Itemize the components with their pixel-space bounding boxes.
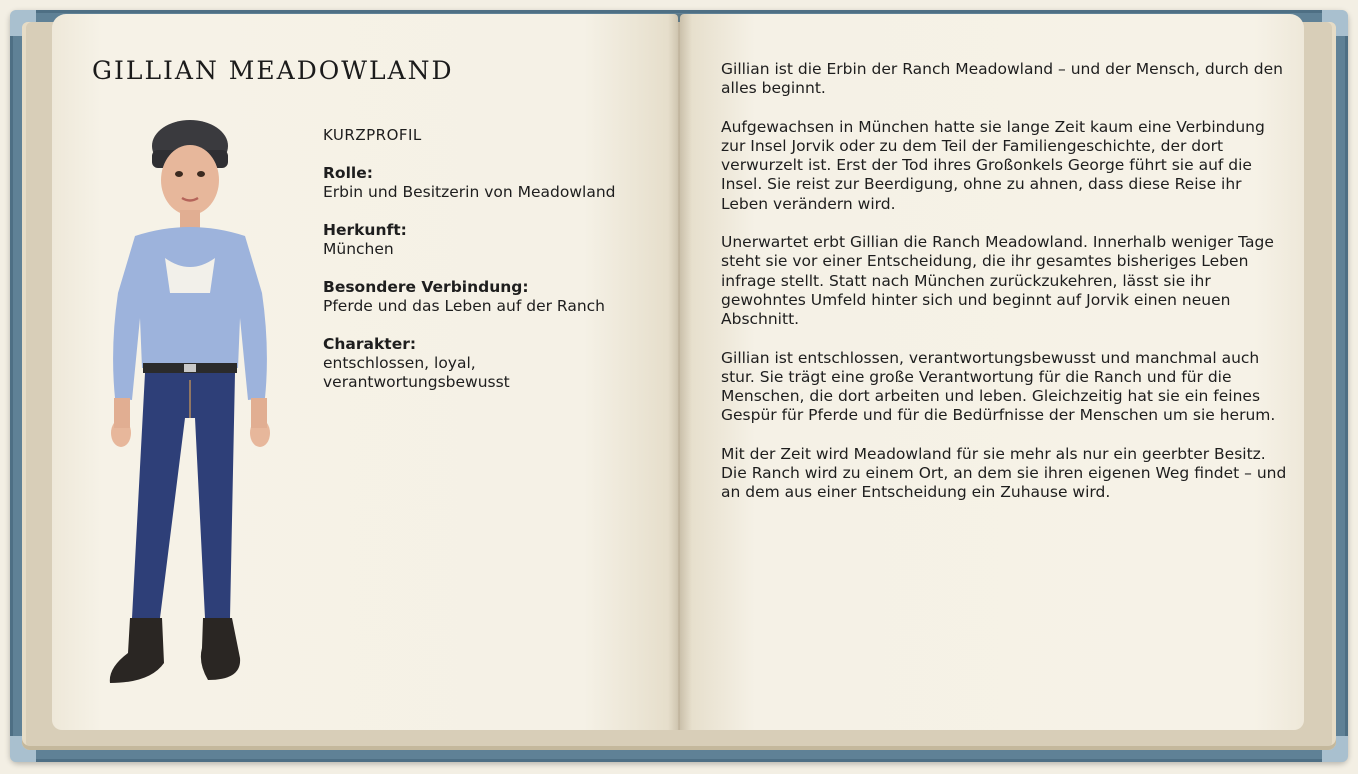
bio-paragraph: Gillian ist entschlossen, verantwortungsbewusst und manchmal auch stur. Sie trägt eine große Verantwortung für die Ranch und für die Menschen, die dort arbeiten und leben. Gleichzeitig hat sie ein feines Gespür für Pferde und für die Bedürfnisse der Menschen um sie herum. xyxy=(721,348,1276,425)
profile-label: Rolle: xyxy=(323,164,373,182)
biography xyxy=(721,60,1291,522)
character-name: GILLIAN MEADOWLAND xyxy=(92,56,454,85)
bio-paragraph: Gillian ist die Erbin der Ranch Meadowland – und der Mensch, durch den alles beginnt. xyxy=(721,60,1283,98)
bio-paragraph: Aufgewachsen in München hatte sie lange Zeit kaum eine Verbindung zur Insel Jorvik oder zu dem Teil der Familiengeschichte, der dort verwurzelt ist. Erst der Tod ihres Großonkels George führt sie auf die Insel. Sie reist zur Beerdigung, ohne zu ahnen, dass diese Reise ihr Leben verändern wird. xyxy=(721,117,1265,213)
profile-value: Pferde und das Leben auf der Ranch xyxy=(323,297,605,315)
bio-paragraph: Mit der Zeit wird Meadowland für sie mehr als nur ein geerbter Besitz. Die Ranch wird zu einem Ort, an dem sie ihren eigenen Weg findet – und an dem aus einer Entscheidung ein Zuhause wird. xyxy=(721,444,1287,502)
profile-value: München xyxy=(323,240,394,258)
short-profile xyxy=(323,126,663,411)
profile-label: Herkunft: xyxy=(323,221,407,239)
profile-label: Charakter: xyxy=(323,335,417,353)
book-spine xyxy=(668,14,692,730)
profile-label: Besondere Verbindung: xyxy=(323,278,529,296)
profile-field-character xyxy=(323,335,663,392)
profile-value: entschlossen, loyal, verantwortungsbewusst xyxy=(323,354,510,391)
profile-heading: KURZPROFIL xyxy=(323,126,422,144)
profile-field-origin xyxy=(323,221,663,259)
profile-field-connection xyxy=(323,278,663,316)
bio-paragraph: Unerwartet erbt Gillian die Ranch Meadowland. Innerhalb weniger Tage steht sie vor einer Entscheidung, die ihr gesamtes bisheriges Leben infrage stellt. Statt nach München zurückzukehren, lässt sie ihr gewohntes Umfeld hinter sich und beginnt auf Jorvik einen neuen Abschnitt. xyxy=(721,233,1274,329)
profile-field-role xyxy=(323,164,663,202)
profile-value: Erbin und Besitzerin von Meadowland xyxy=(323,183,616,201)
character-portrait xyxy=(90,118,300,693)
